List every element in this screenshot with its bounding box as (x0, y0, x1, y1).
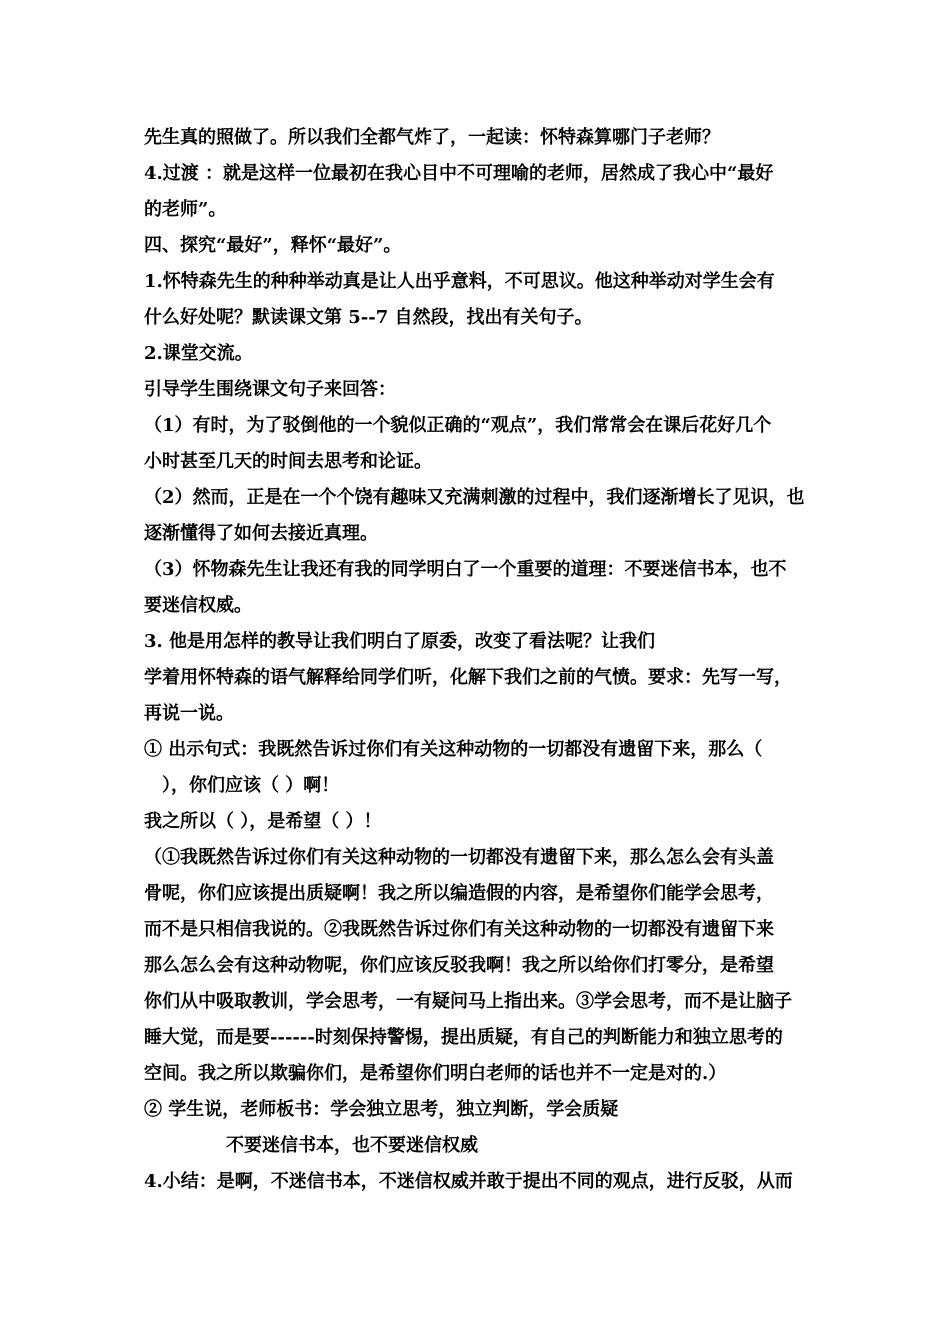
text-line: ），你们应该（ ）啊！ (162, 775, 340, 796)
text-line: ① 出示句式：我既然告诉过你们有关这种动物的一切都没有遗留下来，那么（ (144, 739, 763, 760)
text-line: （3）怀物森先生让我还有我的同学明白了一个重要的道理：不要迷信书本，也不 (144, 559, 787, 580)
text-line: 而不是只相信我说的。②我既然告诉过你们有关这种动物的一切都没有遗留下来 (144, 919, 774, 940)
text-line: （①我既然告诉过你们有关这种动物的一切都没有遗留下来，那么怎么会有头盖 (144, 847, 774, 868)
text-line: 我之所以（ ），是希望（ ）！ (144, 811, 382, 832)
text-line: 学着用怀特森的语气解释给同学们听，化解下我们之前的气愤。要求：先写一写， (144, 667, 792, 688)
text-line: （2）然而，正是在一个个饶有趣味又充满刺激的过程中，我们逐渐增长了见识，也 (144, 487, 805, 508)
text-line: 引导学生围绕课文句子来回答： (144, 379, 396, 400)
text-line: 你们从中吸取教训，学会思考，一有疑问马上指出来。③学会思考，而不是让脑子 (144, 991, 792, 1012)
text-line: 骨呢，你们应该提出质疑啊！我之所以编造假的内容，是希望你们能学会思考， (144, 883, 774, 904)
text-line: 4.过渡 ：就是这样一位最初在我心目中不可理喻的老师，居然成了我心中“最好 (144, 163, 774, 184)
text-line: 逐渐懂得了如何去接近真理。 (144, 523, 378, 544)
text-line: 什么好处呢？默读课文第 5--7 自然段，找出有关句子。 (144, 307, 593, 328)
text-line: 先生真的照做了。所以我们全都气炸了，一起读：怀特森算哪门子老师？ (144, 127, 720, 148)
text-line: （1）有时，为了驳倒他的一个貌似正确的“观点”，我们常常会在课后花好几个 (144, 415, 772, 436)
text-line: 4.小结：是啊，不迷信书本，不迷信权威并敢于提出不同的观点，进行反驳，从而 (144, 1171, 793, 1192)
text-line: ② 学生说，老师板书：学会独立思考，独立判断，学会质疑 (144, 1099, 619, 1120)
text-line: 空间。我之所以欺骗你们，是希望你们明白老师的话也并不一定是对的.） (144, 1063, 727, 1084)
section-heading: 四、探究“最好”，释怀“最好”。 (144, 235, 402, 256)
text-line: 睡大觉，而是要------时刻保持警惕，提出质疑，有自己的判断能力和独立思考的 (144, 1027, 783, 1048)
text-line: 那么怎么会有这种动物呢，你们应该反驳我啊！我之所以给你们打零分，是希望 (144, 955, 774, 976)
text-line: 再说一说。 (144, 703, 234, 724)
text-line: 不要迷信书本，也不要迷信权威 (226, 1135, 478, 1156)
text-line: 1.怀特森先生的种种举动真是让人出乎意料，不可思议。他这种举动对学生会有 (144, 271, 775, 292)
text-line: 要迷信权威。 (144, 595, 252, 616)
text-line: 3. 他是用怎样的教导让我们明白了原委，改变了看法呢？让我们 (144, 631, 656, 652)
text-line: 2.课堂交流。 (144, 343, 253, 364)
text-line: 的老师”。 (144, 199, 227, 220)
text-line: 小时甚至几天的时间去思考和论证。 (144, 451, 432, 472)
